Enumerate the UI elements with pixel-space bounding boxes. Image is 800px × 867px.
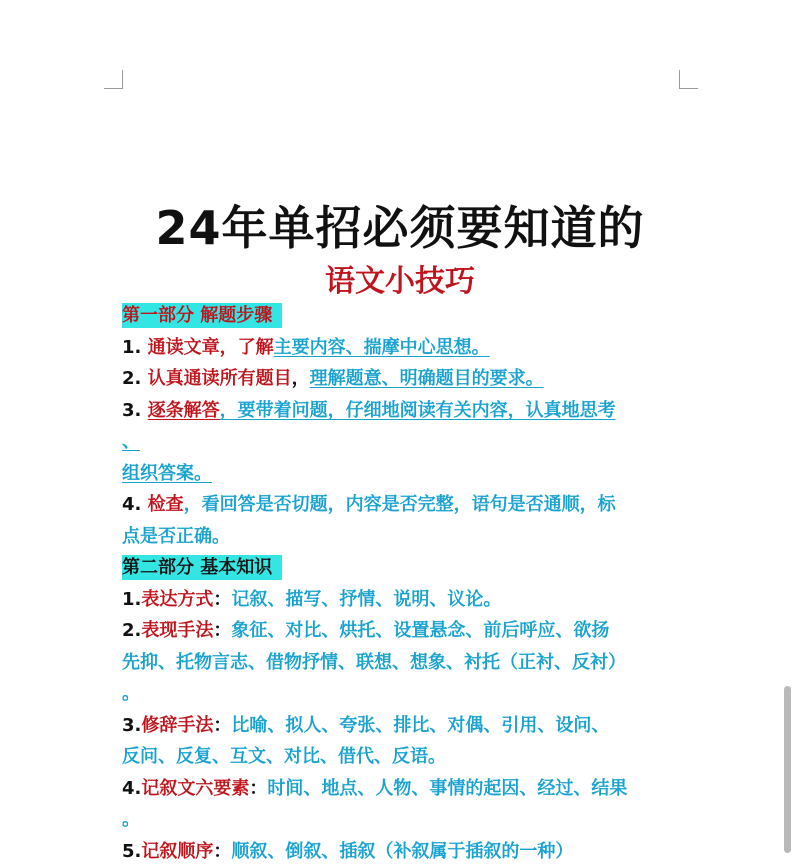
- step3-number: 3.: [122, 400, 141, 421]
- step3-blue-text-cont2: 组织答案。: [122, 463, 212, 484]
- item1-term: 表达方式: [141, 589, 213, 610]
- item4-line: [122, 773, 682, 805]
- step2-number: 2.: [122, 368, 141, 389]
- item2-desc-cont2: 。: [122, 683, 140, 704]
- item3-line-cont: [122, 741, 682, 773]
- part1-heading-line: [122, 300, 682, 332]
- step3-line-cont1: [122, 426, 682, 458]
- item4-line-cont: [122, 804, 682, 836]
- item3-line: [122, 710, 682, 742]
- part1-heading: 第一部分 解题步骤: [122, 303, 282, 328]
- item2-line-cont1: [122, 647, 682, 679]
- page-corner-mark-left: [104, 70, 123, 89]
- step1-red-text: 通读文章，了解: [148, 337, 274, 358]
- item2-number: 2.: [122, 620, 141, 641]
- item5-desc: 顺叙、倒叙、插叙（补叙属于插叙的一种）: [231, 841, 573, 862]
- item4-desc-cont: 。: [122, 809, 140, 830]
- step2-blue-text: 理解题意、明确题目的要求。: [310, 368, 544, 389]
- step2-comma: ，: [292, 368, 310, 389]
- item3-desc-cont: 反问、反复、互文、对比、借代、反语。: [122, 746, 446, 767]
- item1-desc: 记叙、描写、抒情、说明、议论。: [231, 589, 501, 610]
- item5-number: 5.: [122, 841, 141, 862]
- item1-colon: ：: [213, 589, 231, 610]
- step4-line-cont: [122, 521, 682, 553]
- step3-blue-text-cont1: 、: [122, 431, 140, 452]
- step1-line: [122, 332, 682, 364]
- item4-desc: 时间、地点、人物、事情的起因、经过、结果: [267, 778, 627, 799]
- document-body: [122, 300, 682, 867]
- item2-desc: 象征、对比、烘托、设置悬念、前后呼应、欲扬: [231, 620, 609, 641]
- step3-line-cont2: [122, 458, 682, 490]
- item1-line: [122, 584, 682, 616]
- item3-desc: 比喻、拟人、夸张、排比、对偶、引用、设问、: [231, 715, 609, 736]
- item3-colon: ：: [213, 715, 231, 736]
- step1-number: 1.: [122, 337, 141, 358]
- step3-line: [122, 395, 682, 427]
- item5-line: [122, 836, 682, 867]
- item3-term: 修辞手法: [141, 715, 213, 736]
- page-corner-mark-right: [679, 70, 698, 89]
- step4-blue-text: ，看回答是否切题，内容是否完整，语句是否通顺，标: [184, 494, 616, 515]
- item4-term: 记叙文六要素: [141, 778, 249, 799]
- part2-heading: 第二部分 基本知识: [122, 555, 282, 580]
- step3-red-text: 逐条解答: [148, 400, 220, 421]
- item3-number: 3.: [122, 715, 141, 736]
- item5-colon: ：: [213, 841, 231, 862]
- step4-blue-text-cont: 点是否正确。: [122, 526, 230, 547]
- item4-number: 4.: [122, 778, 141, 799]
- step2-red-text: 认真通读所有题目: [148, 368, 292, 389]
- item1-number: 1.: [122, 589, 141, 610]
- item4-colon: ：: [249, 778, 267, 799]
- item5-term: 记叙顺序: [141, 841, 213, 862]
- item2-term: 表现手法: [141, 620, 213, 641]
- document-subtitle: 语文小技巧: [0, 256, 800, 300]
- step4-number: 4.: [122, 494, 141, 515]
- item2-line: [122, 615, 682, 647]
- document-title: 24年单招必须要知道的: [0, 192, 800, 258]
- part2-heading-line: [122, 552, 682, 584]
- item2-desc-cont1: 先抑、托物言志、借物抒情、联想、想象、衬托（正衬、反衬）: [122, 652, 626, 673]
- item2-colon: ：: [213, 620, 231, 641]
- step4-red-text: 检查: [148, 494, 184, 515]
- vertical-scrollbar-thumb[interactable]: [784, 686, 791, 853]
- step3-blue-text: ，要带着问题，仔细地阅读有关内容，认真地思考: [220, 400, 616, 421]
- step1-blue-text: 主要内容、揣摩中心思想。: [274, 337, 490, 358]
- item2-line-cont2: [122, 678, 682, 710]
- step4-line: [122, 489, 682, 521]
- step2-line: [122, 363, 682, 395]
